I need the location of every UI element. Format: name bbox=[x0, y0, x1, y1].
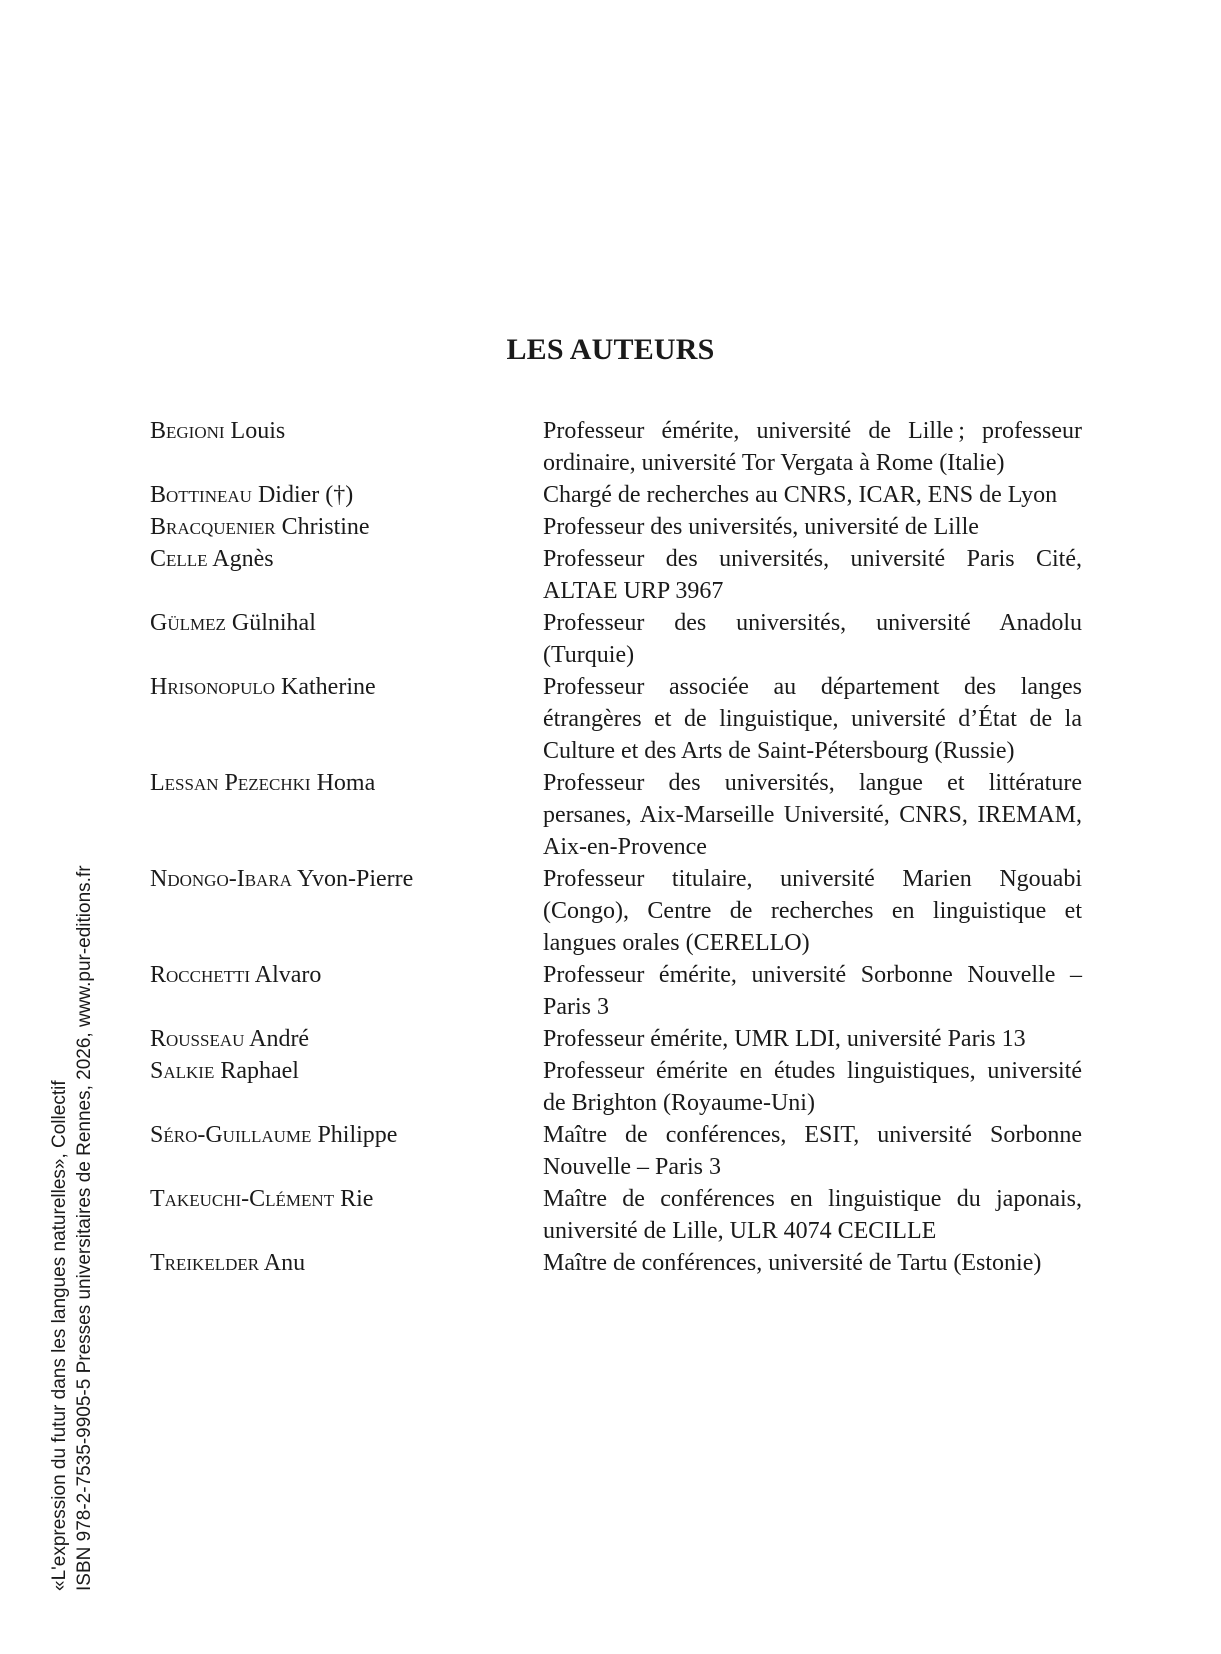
author-name bbox=[150, 1023, 543, 1055]
author-name bbox=[150, 1247, 543, 1279]
author-given-name: Rie bbox=[340, 1186, 374, 1212]
author-row bbox=[150, 767, 1082, 863]
author-given-name: Louis bbox=[230, 418, 286, 444]
author-row bbox=[150, 479, 1082, 511]
author-name bbox=[150, 479, 543, 511]
copyright-side-note bbox=[47, 865, 97, 1591]
author-surname: Takeuchi-Clément bbox=[150, 1186, 335, 1212]
author-given-name: Gülnihal bbox=[231, 610, 316, 636]
author-surname: Bottineau bbox=[150, 482, 252, 508]
author-given-name: Alvaro bbox=[254, 962, 322, 988]
author-given-name: André bbox=[249, 1026, 310, 1052]
author-surname: Rocchetti bbox=[150, 962, 251, 988]
author-surname: Bracquenier bbox=[150, 514, 276, 540]
author-affiliation: Maître de conférences, ESIT, université Sorbonne Nouvelle – Paris 3 bbox=[543, 1122, 1082, 1180]
author-given-name: Philippe bbox=[317, 1122, 398, 1148]
author-name bbox=[150, 959, 543, 991]
author-given-name: Agnès bbox=[212, 546, 274, 572]
author-surname: Gülmez bbox=[150, 610, 226, 636]
authors-list bbox=[150, 415, 1082, 1279]
author-affiliation: Professeur émérite en études linguistiques, université de Brighton (Royaume-Uni) bbox=[543, 1058, 1082, 1116]
author-affiliation: Professeur des universités, université Paris Cité, ALTAE URP 3967 bbox=[543, 546, 1082, 604]
author-row bbox=[150, 1055, 1082, 1119]
author-surname: Celle bbox=[150, 546, 208, 572]
author-given-name: Katherine bbox=[281, 674, 376, 700]
author-row bbox=[150, 607, 1082, 671]
author-name bbox=[150, 863, 543, 895]
author-row bbox=[150, 1119, 1082, 1183]
author-affiliation: Professeur émérite, université Sorbonne Nouvelle – Paris 3 bbox=[543, 962, 1082, 1020]
author-name bbox=[150, 511, 543, 543]
author-given-name: Yvon-Pierre bbox=[297, 866, 414, 892]
author-name bbox=[150, 1183, 543, 1215]
author-name bbox=[150, 415, 543, 447]
page-title: LES AUTEURS bbox=[506, 333, 715, 366]
author-affiliation: Professeur associée au département des langes étrangères et de linguistique, université d’État de la Culture et des Arts de Saint-Pétersbourg (Russie) bbox=[543, 674, 1082, 764]
author-surname: Lessan Pezechki bbox=[150, 770, 311, 796]
side-note-line-1: «L'expression du futur dans les langues naturelles», Collectif bbox=[49, 1080, 70, 1591]
author-name bbox=[150, 767, 543, 799]
author-affiliation: Chargé de recherches au CNRS, ICAR, ENS de Lyon bbox=[543, 482, 1058, 508]
side-note-line-2: ISBN 978-2-7535-9905-5 Presses universitaires de Rennes, 2026, www.pur-editions.fr bbox=[74, 865, 95, 1591]
author-name bbox=[150, 543, 543, 575]
author-surname: Salkie bbox=[150, 1058, 215, 1084]
author-affiliation: Professeur émérite, université de Lille ; professeur ordinaire, université Tor Vergata à Rome (Italie) bbox=[543, 418, 1082, 476]
author-surname: Séro-Guillaume bbox=[150, 1122, 312, 1148]
author-surname: Ndongo-Ibara bbox=[150, 866, 292, 892]
author-row bbox=[150, 1023, 1082, 1055]
author-name bbox=[150, 1119, 543, 1151]
author-surname: Begioni bbox=[150, 418, 225, 444]
author-row bbox=[150, 543, 1082, 607]
author-row bbox=[150, 1183, 1082, 1247]
author-row bbox=[150, 959, 1082, 1023]
author-given-name: Didier (†) bbox=[257, 482, 354, 508]
author-affiliation: Maître de conférences, université de Tartu (Estonie) bbox=[543, 1250, 1042, 1276]
author-affiliation: Maître de conférences en linguistique du japonais, université de Lille, ULR 4074 CECILLE bbox=[543, 1186, 1082, 1244]
author-given-name: Anu bbox=[263, 1250, 306, 1276]
author-given-name: Raphael bbox=[220, 1058, 299, 1084]
author-name bbox=[150, 607, 543, 639]
author-row bbox=[150, 863, 1082, 959]
author-given-name: Homa bbox=[316, 770, 376, 796]
author-surname: Treikelder bbox=[150, 1250, 260, 1276]
author-row bbox=[150, 671, 1082, 767]
author-surname: Rousseau bbox=[150, 1026, 245, 1052]
author-affiliation: Professeur des universités, université de Lille bbox=[543, 514, 979, 540]
author-row bbox=[150, 415, 1082, 479]
author-affiliation: Professeur titulaire, université Marien Ngouabi (Congo), Centre de recherches en linguistique et langues orales (CERELLO) bbox=[543, 866, 1082, 956]
author-surname: Hrisonopulo bbox=[150, 674, 276, 700]
author-row bbox=[150, 1247, 1082, 1279]
author-affiliation: Professeur des universités, université Anadolu (Turquie) bbox=[543, 610, 1082, 668]
author-affiliation: Professeur des universités, langue et littérature persanes, Aix-Marseille Université, CNRS, IREMAM, Aix-en-Provence bbox=[543, 770, 1082, 860]
author-affiliation: Professeur émérite, UMR LDI, université Paris 13 bbox=[543, 1026, 1026, 1052]
author-name bbox=[150, 1055, 543, 1087]
author-given-name: Christine bbox=[281, 514, 370, 540]
author-row bbox=[150, 511, 1082, 543]
author-name bbox=[150, 671, 543, 703]
